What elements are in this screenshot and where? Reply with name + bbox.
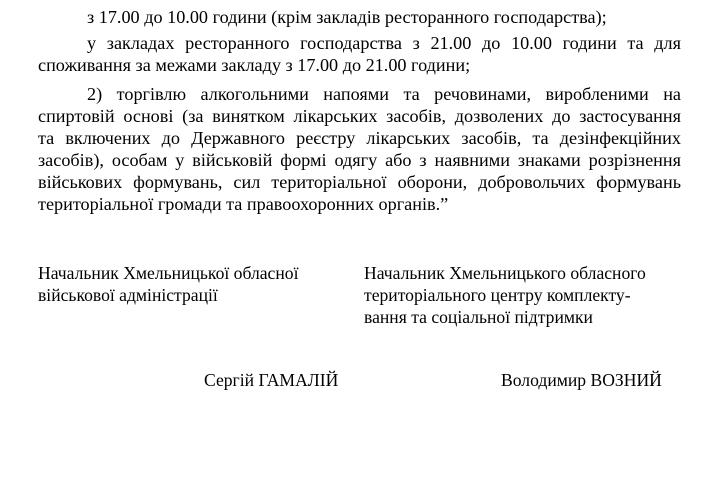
body-line: у закладах ресторанного господарства з 21.00 до 10.00 години та для <box>87 33 681 53</box>
body-line: територіальної громади та правоохоронних органів.” <box>38 194 449 214</box>
signatory-name: Володимир ВОЗНИЙ <box>501 370 662 390</box>
signatory-name: Сергій ГАМАЛІЙ <box>204 370 339 390</box>
body-line: спиртовій основі (за винятком лікарських засобів, дозволених до застосування <box>38 106 681 126</box>
body-line: 2) торгівлю алкогольними напоями та речовинами, виробленими на <box>87 84 681 104</box>
signatory-position-line: військової адміністрації <box>38 285 218 305</box>
signatory-position-line: територіального центру комплекту- <box>364 285 631 305</box>
signatory-position-line: Начальник Хмельницької обласної <box>38 263 299 283</box>
signatory-position-line: Начальник Хмельницького обласного <box>364 263 646 283</box>
body-line: та включених до Державного реєстру лікарських засобів, та дезінфекційних <box>38 128 681 148</box>
body-line: споживання за межами закладу з 17.00 до 21.00 години; <box>38 55 471 75</box>
body-line: засобів), особам у військовій формі одягу або з наявними знаками розрізнення <box>38 150 681 170</box>
body-line: з 17.00 до 10.00 години (крім закладів ресторанного господарства); <box>87 7 607 27</box>
signatory-position-line: вання та соціальної підтримки <box>364 307 593 327</box>
body-line: військових формувань, сил територіальної оборони, добровольчих формувань <box>38 172 681 192</box>
